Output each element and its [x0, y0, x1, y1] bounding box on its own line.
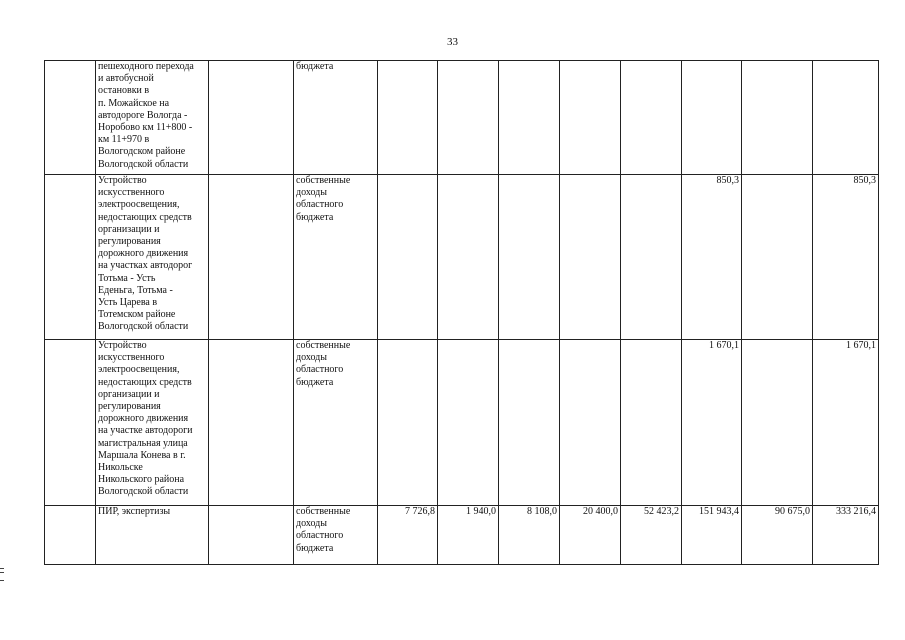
row-number-cell — [45, 175, 96, 340]
value-cell: 90 675,0 — [742, 506, 813, 565]
event-name-cell: Устройство искусственного электроосвещения, недостающих средств организации и регулирования дорожного движения на участках автодорог Тотьма - Усть Еденьга, Тотьма - Усть Царева в Тотемском районе Вологодской области — [96, 175, 209, 340]
table-row — [45, 61, 879, 175]
row-number-cell — [45, 61, 96, 175]
value-cell: 333 216,4 — [813, 506, 879, 565]
value-cell: 20 400,0 — [560, 506, 621, 565]
value-cell — [378, 61, 438, 175]
funding-source-cell: бюджета — [294, 61, 378, 175]
table-row — [45, 175, 879, 340]
event-name-cell: ПИР, экспертизы — [96, 506, 209, 565]
value-cell — [560, 340, 621, 506]
value-cell: 7 726,8 — [378, 506, 438, 565]
value-cell — [621, 340, 682, 506]
empty-cell — [209, 175, 294, 340]
row-number-cell — [45, 340, 96, 506]
value-cell: 850,3 — [813, 175, 879, 340]
value-cell — [438, 340, 499, 506]
event-name-cell: пешеходного перехода и автобусной остановки в п. Можайское на автодороге Вологда - Норобово км 11+800 - км 11+970 в Вологодском районе Вологодской области — [96, 61, 209, 175]
value-cell: 1 940,0 — [438, 506, 499, 565]
value-cell — [499, 61, 560, 175]
value-cell — [742, 340, 813, 506]
value-cell — [742, 61, 813, 175]
value-cell — [621, 175, 682, 340]
value-cell — [621, 61, 682, 175]
value-cell: 1 670,1 — [813, 340, 879, 506]
value-cell: 850,3 — [682, 175, 742, 340]
page-number: 33 — [447, 36, 458, 48]
value-cell — [499, 175, 560, 340]
value-cell: 1 670,1 — [682, 340, 742, 506]
row-number-cell — [45, 506, 96, 565]
value-cell — [378, 175, 438, 340]
value-cell — [438, 175, 499, 340]
event-name-cell: Устройство искусственного электроосвещения, недостающих средств организации и регулирования дорожного движения на участке автодороги магистральная улица Маршала Конева в г. Никольске Никольского района Вологодской области — [96, 340, 209, 506]
value-cell — [438, 61, 499, 175]
empty-cell — [209, 340, 294, 506]
value-cell — [560, 175, 621, 340]
value-cell — [378, 340, 438, 506]
scan-edge-mark — [0, 580, 4, 581]
table-row — [45, 506, 879, 565]
table-row — [45, 340, 879, 506]
funding-source-cell: собственные доходы областного бюджета — [294, 506, 378, 565]
value-cell — [813, 61, 879, 175]
value-cell — [742, 175, 813, 340]
scan-edge-mark — [0, 568, 4, 569]
funding-source-cell: собственные доходы областного бюджета — [294, 340, 378, 506]
value-cell: 52 423,2 — [621, 506, 682, 565]
value-cell: 8 108,0 — [499, 506, 560, 565]
value-cell — [499, 340, 560, 506]
funding-source-cell: собственные доходы областного бюджета — [294, 175, 378, 340]
budget-table — [44, 60, 879, 565]
empty-cell — [209, 61, 294, 175]
empty-cell — [209, 506, 294, 565]
value-cell — [682, 61, 742, 175]
value-cell: 151 943,4 — [682, 506, 742, 565]
scan-edge-mark — [0, 572, 4, 573]
value-cell — [560, 61, 621, 175]
